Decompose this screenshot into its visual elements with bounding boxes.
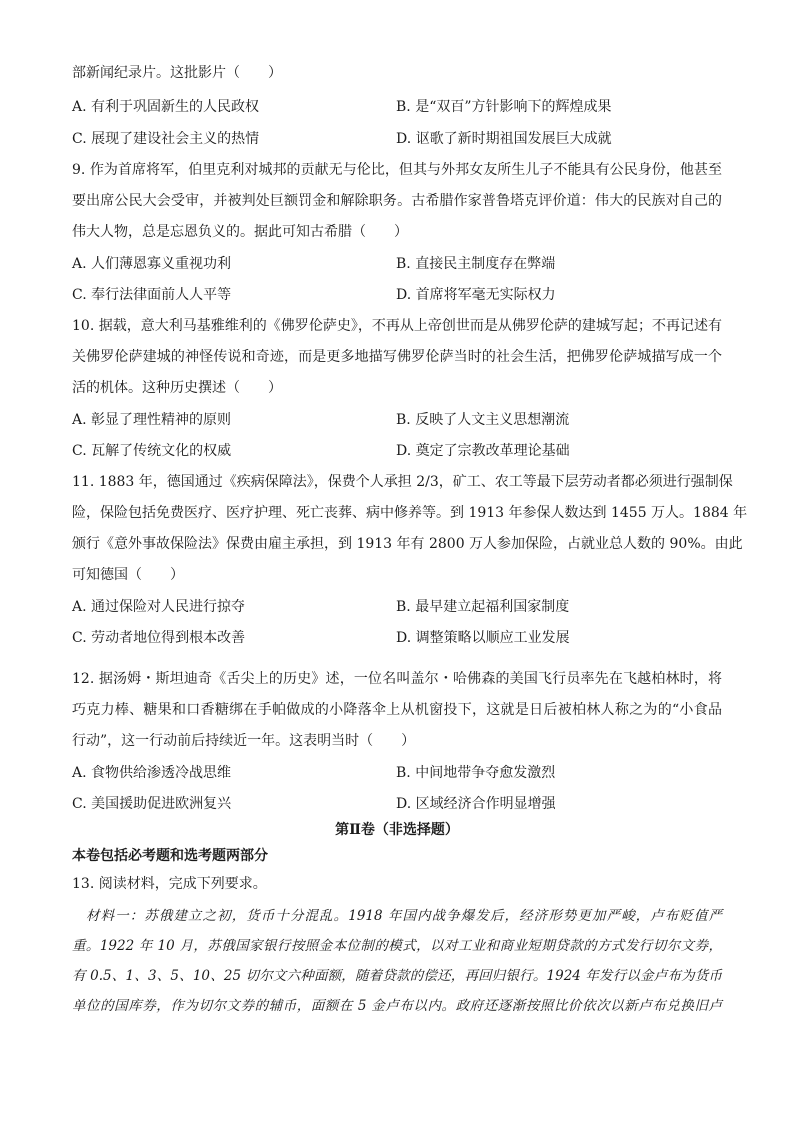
q13-material-line-3: 有 0.5、1、3、5、10、25 切尔文六种面额，随着贷款的偿还，再回归银行。1924 年发行以金卢布为货币 (72, 968, 722, 984)
q11-option-b: B. 最早建立起福利国家制度 (396, 599, 570, 615)
q12-option-c: C. 美国援助促进欧洲复兴 (72, 796, 232, 812)
q9-option-d: D. 首席将军毫无实际权力 (396, 287, 556, 303)
q8-option-c: C. 展现了建设社会主义的热情 (72, 131, 260, 147)
q10-stem-line-1: 10. 据载，意大利马基雅维利的《佛罗伦萨史》，不再从上帝创世而是从佛罗伦萨的建城写起；不再记述有 (72, 318, 722, 334)
q12-stem-line-1: 12. 据汤姆・斯坦迪奇《舌尖上的历史》述，一位名叫盖尔・哈佛森的美国飞行员率先在飞越柏林时，将 (72, 671, 722, 687)
q9-option-b: B. 直接民主制度存在弊端 (396, 256, 556, 272)
q10-stem-line-3: 活的机体。这种历史撰述（ ） (72, 380, 282, 396)
q10-option-a: A. 彰显了理性精神的原则 (72, 412, 232, 428)
q11-option-a: A. 通过保险对人民进行掠夺 (72, 599, 246, 615)
q8-option-b: B. 是“双百”方针影响下的辉煌成果 (396, 99, 612, 115)
q11-stem-line-1: 11. 1883 年，德国通过《疾病保障法》，保费个人承担 2/3，矿工、农工等最下层劳动者都必须进行强制保 (72, 474, 733, 490)
q11-stem-line-4: 可知德国（ ） (72, 567, 184, 583)
q9-stem-line-1: 9. 作为首席将军，伯里克利对城邦的贡献无与伦比，但其与外邦女友所生儿子不能具有公民身份，他甚至 (72, 162, 722, 178)
q11-stem-line-2: 险，保险包括免费医疗、医疗护理、死亡丧葬、病中修养等。到 1913 年参保人数达到 1455 万人。1884 年 (72, 505, 748, 521)
q13-material-line-4: 单位的国库券，作为切尔文券的辅币，面额在 5 金卢布以内。政府还逐渐按照比价依次以新卢布兑换旧卢 (72, 998, 722, 1014)
q10-option-d: D. 奠定了宗教改革理论基础 (396, 443, 570, 459)
q12-option-a: A. 食物供给渗透冷战思维 (72, 765, 232, 781)
q9-option-c: C. 奉行法律面前人人平等 (72, 287, 232, 303)
q10-stem-line-2: 关佛罗伦萨建城的神怪传说和奇迹，而是更多地描写佛罗伦萨当时的社会生活，把佛罗伦萨城描写成一个 (72, 349, 722, 365)
part2-note: 本卷包括必考题和选考题两部分 (72, 848, 268, 864)
q13-material-line-1: 材料一：苏俄建立之初，货币十分混乱。1918 年国内战争爆发后，经济形势更加严峻，卢布贬值严 (86, 908, 722, 924)
q12-stem-line-3: 行动”，这一行动前后持续近一年。这表明当时（ ） (72, 733, 416, 749)
q12-stem-line-2: 巧克力棒、糖果和口香糖绑在手帕做成的小降落伞上从机窗投下，这就是日后被柏林人称之为的“小食品 (72, 702, 722, 718)
q9-option-a: A. 人们薄恩寡义重视功利 (72, 256, 232, 272)
q12-option-b: B. 中间地带争夺愈发激烈 (396, 765, 556, 781)
q11-stem-line-3: 颁行《意外事故保险法》保费由雇主承担，到 1913 年有 2800 万人参加保险，占就业总人数的 90%。由此 (72, 536, 743, 552)
q8-option-a: A. 有利于巩固新生的人民政权 (72, 99, 260, 115)
q9-stem-line-3: 伟大人物，总是忘恩负义的。据此可知古希腊（ ） (72, 224, 408, 240)
q8-stem-tail: 部新闻纪录片。这批影片（ ） (72, 65, 282, 81)
q10-option-b: B. 反映了人文主义思想潮流 (396, 412, 570, 428)
q11-option-c: C. 劳动者地位得到根本改善 (72, 630, 246, 646)
q10-option-c: C. 瓦解了传统文化的权威 (72, 443, 232, 459)
q11-option-d: D. 调整策略以顺应工业发展 (396, 630, 570, 646)
q13-stem: 13. 阅读材料，完成下列要求。 (72, 876, 267, 892)
q13-material-line-2: 重。1922 年 10 月，苏俄国家银行按照金本位制的模式，以对工业和商业短期贷款的方式发行切尔文券， (72, 938, 722, 954)
q12-option-d: D. 区域经济合作明显增强 (396, 796, 556, 812)
part2-title: 第Ⅱ卷（非选择题） (335, 822, 459, 838)
q9-stem-line-2: 要出席公民大会受审，并被判处巨额罚金和解除职务。古希腊作家普鲁塔克评价道：伟大的民族对自己的 (72, 193, 722, 209)
q8-option-d: D. 讴歌了新时期祖国发展巨大成就 (396, 131, 612, 147)
